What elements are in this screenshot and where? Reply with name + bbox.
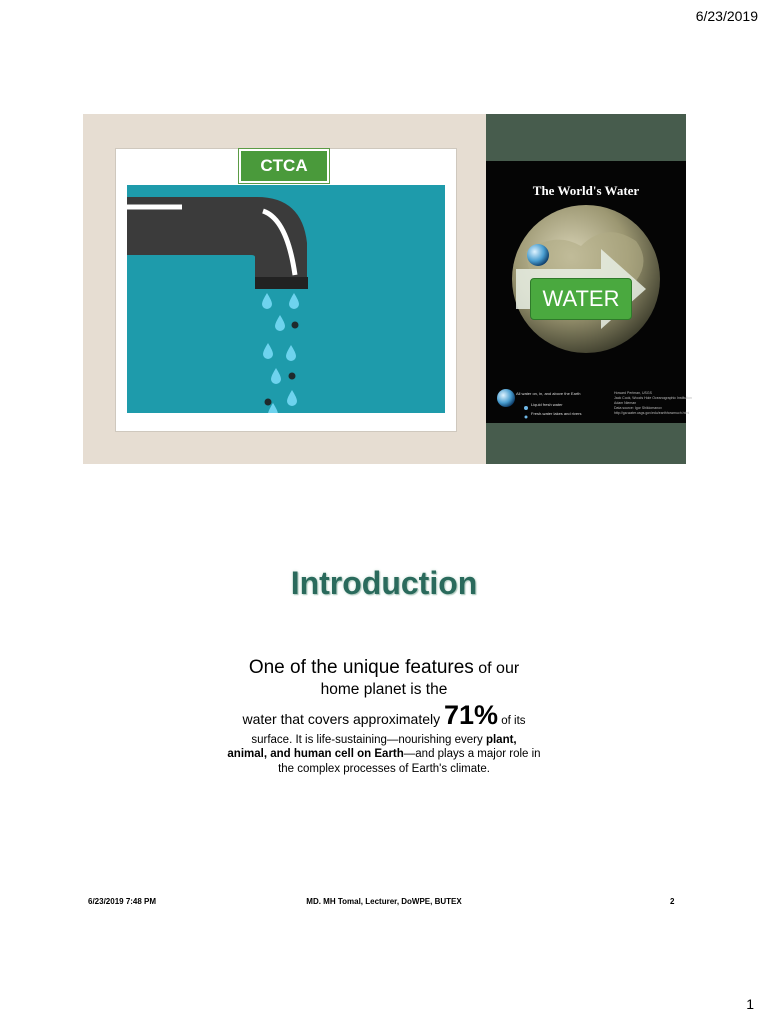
worlds-water-panel <box>486 114 692 464</box>
text-run-bold: animal, and human cell on Earth <box>227 748 404 761</box>
text-run-bold: plant, <box>485 733 517 746</box>
text-run: of its <box>498 715 526 728</box>
slide-title: Introduction <box>290 565 478 601</box>
text-run: of our <box>473 660 520 677</box>
intro-body-text <box>214 656 554 776</box>
credit-line: Data source: Igor Shiklomanov <box>614 406 662 410</box>
footer-datetime: 6/23/2019 7:48 PM <box>88 897 157 906</box>
ctca-badge-label: CTCA <box>241 151 327 181</box>
footer-author: MD. MH Tomal, Lecturer, DoWPE, BUTEX <box>306 897 462 906</box>
water-badge: WATER <box>530 278 632 320</box>
slide-1 <box>83 114 692 464</box>
text-line: home planet is the <box>320 680 448 698</box>
footer-slide-number: 2 <box>670 897 675 906</box>
credit-line: Howard Perlman, USGS <box>614 391 652 395</box>
text-run: One of the unique features <box>248 657 474 678</box>
worlds-water-poster <box>486 161 692 423</box>
percentage-highlight: 71% <box>444 700 499 731</box>
credit-line: Adam Nieman <box>614 401 637 405</box>
faucet-photo-frame <box>115 148 457 432</box>
text-run: —and plays a major role in <box>403 748 541 761</box>
legend-item: Liquid fresh water <box>531 402 563 407</box>
text-run: surface. It is life-sustaining—nourishing <box>251 733 455 746</box>
faucet-photo <box>127 185 445 413</box>
ctca-badge <box>238 148 330 184</box>
credit-line: Jack Cook, Woods Hole Oceanographic Institution <box>614 396 692 400</box>
legend-item: Fresh-water lakes and rivers <box>531 411 582 416</box>
legend-heading: All water on, in, and above the Earth <box>516 391 581 396</box>
text-run: water that covers approximately <box>242 711 444 728</box>
faucet-illustration <box>127 185 445 413</box>
text-line: the complex processes of Earth's climate. <box>278 762 490 775</box>
text-run: every <box>454 733 486 746</box>
header-date: 6/23/2019 <box>695 8 758 24</box>
poster-title: The World's Water <box>532 183 640 198</box>
page-number: 1 <box>746 996 754 1012</box>
credit-line: http://ga.water.usgs.gov/edu/earthhowmuch.html <box>614 411 690 415</box>
